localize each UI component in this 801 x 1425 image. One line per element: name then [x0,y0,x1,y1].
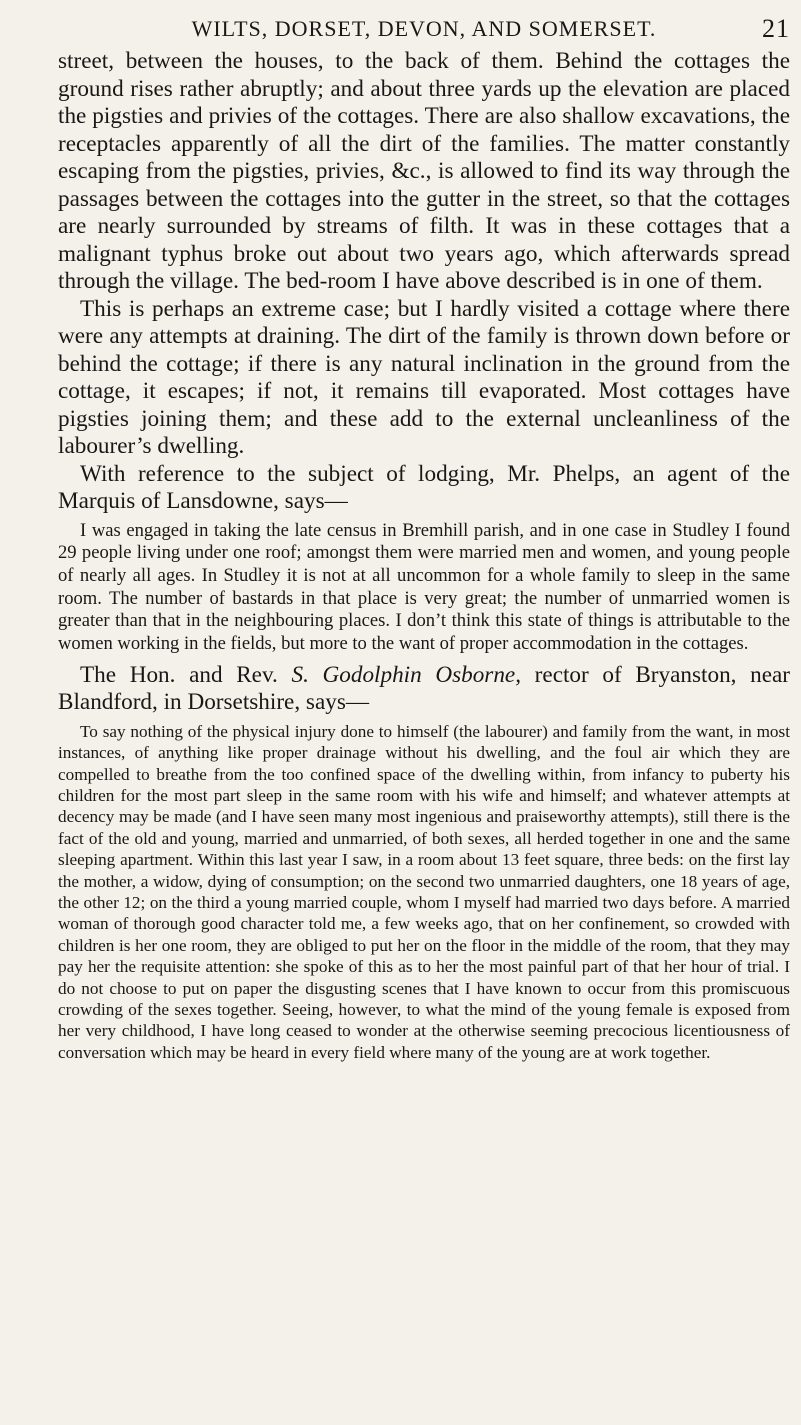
person-name-osborne: S. Godolphin Osborne, [291,661,522,688]
quotation-osborne: To say nothing of the physical injury done to himself (the labourer) and family from the want, in most instances, of anything like proper drainage without his dwelling, and the foul air which they are compelled to breathe from the too confined space of the dwelling within, from infancy to puberty his children for the most part sleep in the same room with his wife and himself; and whatever attempts at decency may be made (and I have seen many most ingenious and praiseworthy attempts), still there is the fact of the old and young, married and unmarried, of both sexes, all herded together in one and the same sleeping apartment. Within this last year I saw, in a room about 13 feet square, three beds: on the first lay the mother, a widow, dying of consumption; on the second two unmarried daughters, one 18 years of age, the other 12; on the third a young married couple, whom I myself had married two days before. A married woman of thorough good character told me, a few weeks ago, that on her confinement, so crowded with children is her one room, they are obliged to put her on the floor in the middle of the room, that they may pay her the requisite attention: she spoke of this as to her the most painful part of that her hour of trial. I do not choose to put on paper the disgusting scenes that I have known to occur from this promiscuous crowding of the sexes together. Seeing, however, to what the mind of the young female is exposed from her very childhood, I have long ceased to wonder at the otherwise seeming precocious licentiousness of conversation which may be heard in every field where many of the young are at work together. [58,721,790,1062]
running-head: WILTS, DORSET, DEVON, AND SOMERSET. [191,16,657,41]
paragraph-4-lead: The Hon. and Rev. [80,661,292,688]
body-paragraph-4 [58,662,790,717]
page-number: 21 [762,14,790,43]
body-paragraph-2: This is perhaps an extreme case; but I hardly visited a cottage where there were any attempts at draining. The dirt of the family is thrown down before or behind the cottage; if there is any natural inclination in the ground from the cottage, it escapes; if not, it remains till evaporated. Most cottages have pigsties joining them; and these add to the external uncleanliness of the labourer’s dwelling. [58,295,790,459]
paragraph-4-tail: rector of Bryanston, near Blandford, in Dorsetshire, says— [58,661,791,716]
page-header [58,14,790,48]
body-paragraph-3: With reference to the subject of lodging, Mr. Phelps, an agent of the Marquis of Lansdowne, says— [58,460,790,514]
body-paragraph-1: street, between the houses, to the back of them. Behind the cottages the ground rises rather abruptly; and about three yards up the elevation are placed the pigsties and privies of the cottages. There are also shallow excavations, the receptacles apparently of all the dirt of the families. The matter constantly escaping from the pigsties, privies, &c., is allowed to find its way through the passages between the cottages into the gutter in the street, so that the cottages are nearly surrounded by streams of filth. It was in these cottages that a malignant typhus broke out about two years ago, which afterwards spread through the village. The bed-room I have above described is in one of them. [58,48,790,294]
book-page [58,14,790,1069]
quotation-phelps: I was engaged in taking the late census in Bremhill parish, and in one case in Studley I found 29 people living under one roof; amongst them were married men and women, and young people of nearly all ages. In Studley it is not at all uncommon for a whole family to sleep in the same room. The number of bastards in that place is very great; the number of unmarried women is greater than that in the neighbouring places. I don’t think this state of things is attributable to the women working in the fields, but more to the want of proper accommodation in the cottages. [58,519,790,655]
